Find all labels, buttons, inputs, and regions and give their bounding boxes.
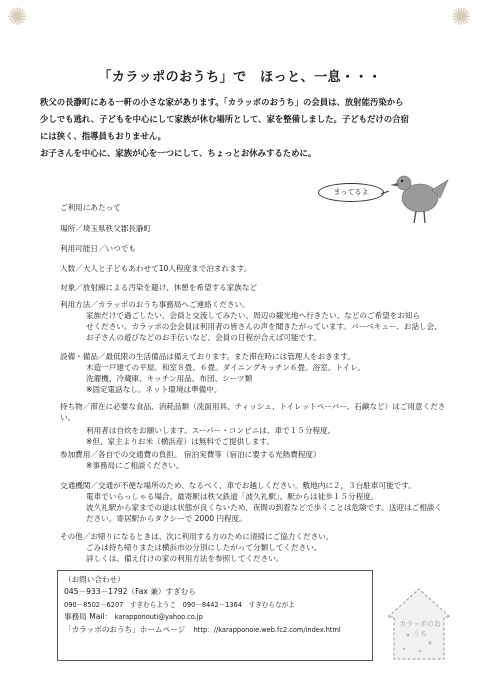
method-line: せください。カラッポの会会員は利用者の皆さんの声を聞きたがっています。バーベキュー、お話し会、 xyxy=(86,322,442,331)
speech-bubble: まってるよ xyxy=(318,183,384,202)
intro-line: お子さんを中心に、家族が心を一つにして、ちょっとお休みするために。 xyxy=(40,148,317,158)
facility-line: 洗濯機、冷蔵庫、キッチン用品、布団、シーツ類 xyxy=(86,374,253,383)
homepage-link[interactable]: http：//karapponoie.web.fc2.com/index.html xyxy=(193,625,341,634)
transport-line: 波久礼駅から家までの道は状態が良くないため、夜間の到着などで歩くことは危険です。送迎はご相談く xyxy=(86,503,442,512)
other-block xyxy=(60,531,460,564)
sun-icon: ✺ xyxy=(6,3,28,31)
other-line: ごみは持ち帰りまたは横浜市の分別にしたがって分類してください。 xyxy=(86,543,322,552)
homepage-label: 「カラッポのおうち」ホームページ xyxy=(64,624,186,634)
contact-tel: 090－8502－6207 すぎむらようこ 090－8442－1364 すぎむらながよ xyxy=(64,600,295,609)
facility-title: 設備・備品／最低限の生活備品は備えております。また滞在時には管理人をおきます。 xyxy=(60,352,355,361)
transport-block xyxy=(60,480,460,524)
facility-block xyxy=(60,351,460,395)
mail-label: 事務局 Mail： xyxy=(64,612,113,622)
contact-box xyxy=(57,570,373,661)
place-line: 場所／埼玉県秩父郡長瀞町 xyxy=(60,224,152,233)
belongings-title: 持ち物／滞在に必要な食品、消耗品類（洗面用具、ティッシュ、トイレットペーパー、石鹸など）はご用意ください。 xyxy=(60,402,446,422)
target-line: 対象／放射線による汚染を避け、休憩を希望する家族など xyxy=(60,283,258,292)
other-line: 詳しくは、備え付けの家の利用方法を参照してください。 xyxy=(86,554,284,563)
intro-line: 秩父の長瀞町にある一軒の小さな家があります。「カラッポのおうち」の会員は、放射能汚染から xyxy=(40,97,404,107)
method-line: お子さんの遊びなどのお手伝いなど、会員の日程が合えば可能です。 xyxy=(86,333,321,342)
facility-line: ※固定電話なし。ネット環境は準備中。 xyxy=(86,385,222,394)
method-line: 家族だけで過ごしたい、会員と交流してみたい、周辺の観光地へ行きたい、などのご希望をお知ら xyxy=(86,311,421,320)
belongings-line: 利用者は自炊をお願いします。スーパー・コンビニは、車で１５分程度。 xyxy=(86,426,336,435)
people-line: 人数／大人と子どもあわせて10人程度まで泊まれます。 xyxy=(60,264,252,273)
intro-text xyxy=(40,94,460,162)
transport-title: 交通機関／交通が不便な場所のため、なるべく、車でお越しください。敷地内に２，３台駐車可能です。 xyxy=(60,481,416,490)
fee-line: ※事務局にご相談ください。 xyxy=(86,461,184,470)
fee-block xyxy=(60,449,460,471)
contact-header: （お問い合わせ） xyxy=(64,575,125,584)
usage-header: ご利用にあたって xyxy=(60,203,121,212)
transport-line: ださい。寄居駅からタクシーで 2000 円程度。 xyxy=(86,514,247,523)
page-title: 「カラッポのおうち」で ほっと、一息・・・ xyxy=(98,70,382,85)
method-block xyxy=(60,299,460,343)
bird-icon xyxy=(388,168,450,230)
house-text: カラッポのおうち xyxy=(399,620,441,638)
date-line: 利用可能日／いつでも xyxy=(60,244,136,253)
belongings-line: ※但、家主よりお米（横浜産）は無料でご提供します。 xyxy=(86,437,275,446)
facility-line: 木造一戸建ての平屋。和室８畳、６畳。ダイニングキッチン６畳。浴室。トイレ。 xyxy=(86,363,365,372)
belongings-block xyxy=(60,401,460,447)
other-title: その他／お帰りになるときは、次に利用する方のために清掃にご協力ください。 xyxy=(60,532,334,541)
contact-tel: 045－933－1792（Fax 兼）すぎむら xyxy=(64,587,196,597)
sun-icon: ✺ xyxy=(450,3,472,31)
fee-title: 参加費用／各自での交通費の負担。 宿泊実費等（宿泊に要する光熱費程度） xyxy=(60,450,321,459)
intro-line: には狭く、指導員もおりません。 xyxy=(40,131,166,141)
method-title: 利用方法／カラッポのおうち事務局へご連絡ください。 xyxy=(60,300,250,309)
mail-link[interactable]: karapponouti@yahoo.co.jp xyxy=(114,613,203,622)
house-illustration xyxy=(384,585,454,663)
intro-line: 少しでも逃れ、子どもを中心にして家族が休む場所として、家を整備しました。子どもだけの合宿 xyxy=(40,114,409,124)
transport-line: 電車でいらっしゃる場合、最寄駅は秩父鉄道「波久礼駅」。駅からは徒歩１５分程度。 xyxy=(86,492,379,501)
